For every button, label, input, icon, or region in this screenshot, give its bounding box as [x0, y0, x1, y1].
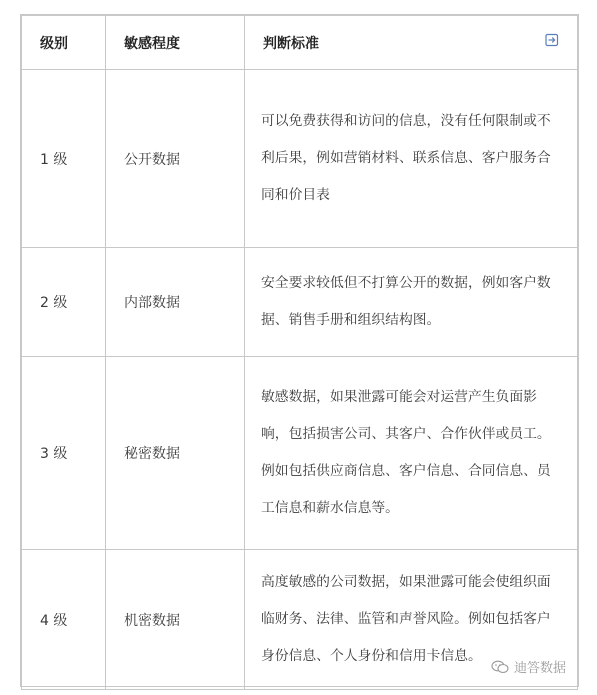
criteria-cell: 可以免费获得和访问的信息，没有任何限制或不利后果，例如营销材料、联系信息、客户服务合同和价目表: [245, 70, 578, 248]
sensitivity-cell: 机密数据: [106, 550, 245, 690]
sensitivity-cell: 秘密数据: [106, 357, 245, 550]
classification-table-container: [20, 14, 579, 687]
table-header-row: [22, 16, 578, 70]
expand-table-icon[interactable]: [545, 33, 559, 47]
level-cell: 4 级: [22, 550, 106, 690]
criteria-cell: 敏感数据，如果泄露可能会对运营产生负面影响，包括损害公司、其客户、合作伙伴或员工。例如包括供应商信息、客户信息、合同信息、员工信息和薪水信息等。: [245, 357, 578, 550]
criteria-cell: 高度敏感的公司数据，如果泄露可能会使组织面临财务、法律、监管和声誉风险。例如包括客户身份信息、个人身份和信用卡信息。: [245, 550, 578, 690]
header-criteria: [245, 16, 578, 70]
criteria-cell: 安全要求较低但不打算公开的数据，例如客户数据、销售手册和组织结构图。: [245, 248, 578, 357]
header-sensitivity: 敏感程度: [106, 16, 245, 70]
wechat-logo-icon: [491, 660, 509, 674]
table-row: [22, 70, 578, 248]
data-classification-table: [21, 15, 578, 690]
watermark: [488, 656, 569, 677]
sensitivity-cell: 内部数据: [106, 248, 245, 357]
header-level: 级别: [22, 16, 106, 70]
level-cell: 1 级: [22, 70, 106, 248]
header-criteria-label: 判断标准: [263, 35, 319, 52]
table-row: [22, 248, 578, 357]
sensitivity-cell: 公开数据: [106, 70, 245, 248]
level-cell: 2 级: [22, 248, 106, 357]
level-cell: 3 级: [22, 357, 106, 550]
table-row: [22, 357, 578, 550]
watermark-text: 迪答数据: [513, 661, 566, 676]
